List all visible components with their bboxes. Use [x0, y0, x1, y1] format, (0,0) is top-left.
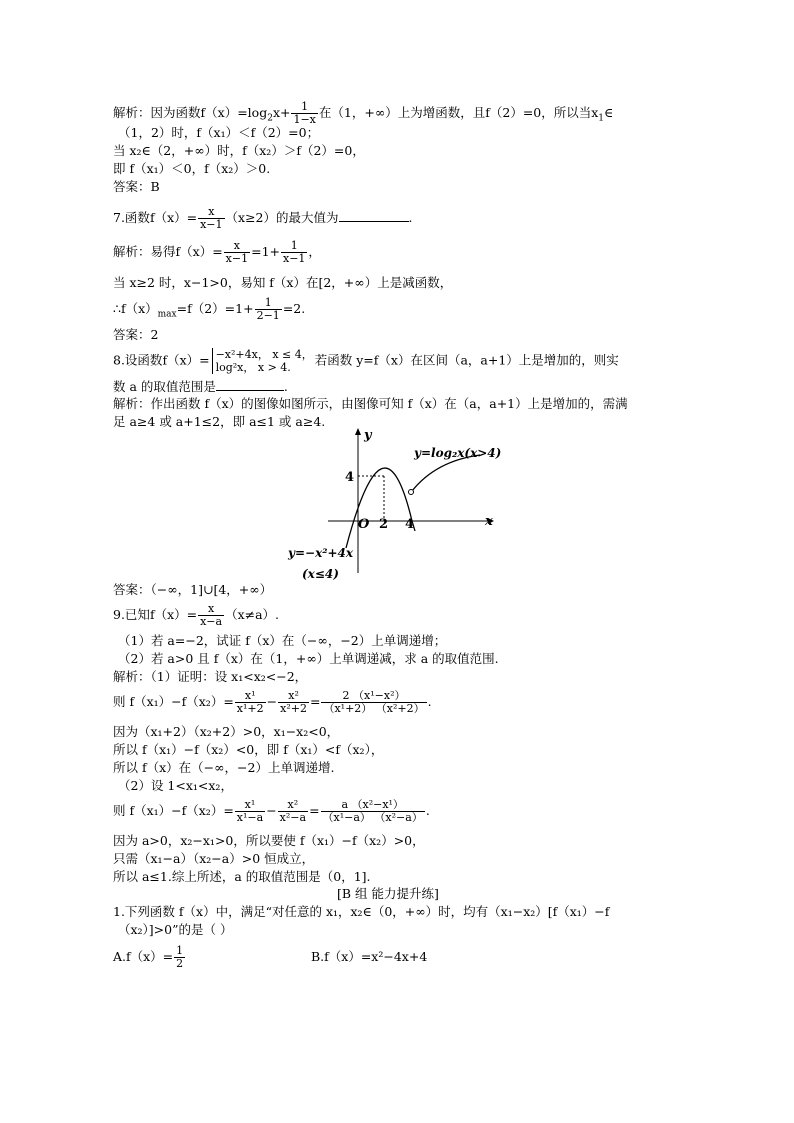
- p9-solution-8: 因为 a>0，x₂−x₁>0，所以要使 f（x₁）−f（x₂）>0，: [113, 833, 425, 848]
- text: f（2）=0，所以当x: [485, 105, 599, 120]
- open-point: [409, 490, 414, 495]
- y-tick-4: 4: [345, 470, 355, 485]
- p9-part-2: （2）若 a>0 且 f（x）在（1，+∞）上单调递减，求 a 的取值范围.: [118, 651, 499, 666]
- text: ∈: [604, 105, 614, 120]
- p9-solution-5: 所以 f（x）在（−∞，−2）上单调递增.: [113, 760, 335, 775]
- groupb-q1-line-1: 1.下列函数 f（x）中，满足“对任意的 x₁，x₂∈（0，+∞）时，均有（x₁−x₂）[f（x₁）−f: [113, 904, 610, 919]
- fraction: $\frac{1}{2}$: [176, 944, 184, 970]
- x-tick-4: 4: [405, 517, 415, 532]
- p9-solution-10: 所以 a≤1.综上所述，a 的取值范围是（0，1].: [113, 869, 371, 884]
- fraction: $\frac{\text{x¹}}{\text{x¹−a}}$: [236, 798, 264, 824]
- fraction: $\frac{x}{x-1}$: [225, 239, 249, 265]
- quad-label: y=−x²+4x: [288, 546, 354, 560]
- p8-solution-1: 解析：作出函数 f（x）的图像如图所示，由图像可知 f（x）在（a，a+1）上是增加的，需满: [113, 396, 628, 411]
- answer-blank: [216, 378, 284, 391]
- text: 解析：因为函数: [113, 105, 201, 120]
- p6-line-2: （1，2）时，f（x₁）＜f（2）=0；: [118, 125, 320, 140]
- p8-answer: 答案：（−∞，1]∪[4，+∞）: [113, 582, 273, 597]
- x-tick-2: 2: [379, 517, 389, 532]
- p9-solution-7: 则 f（x₁）−f（x₂）= $\frac{\text{x¹}}{\text{x¹−a}}$ − $\frac{\text{x²}}{\text{x²−a}}$ = $\frac{\text{a （x²−x¹）}}{\text{（x¹−a） （x²−a）}}$ .: [113, 798, 430, 824]
- p9-solution-3: 因为（x₁+2）（x₂+2）>0，x₁−x₂<0，: [113, 724, 340, 739]
- p9-question: 9.已知f（x）= $\frac{x}{x-a}$ （x≠a）.: [113, 602, 280, 628]
- p9-solution-1: 解析：（1）证明：设 x₁<x₂<−2，: [113, 669, 308, 684]
- fraction: $\frac{1}{x-1}$: [283, 239, 306, 265]
- fraction: $\frac{\text{x¹}}{\text{x¹+2}}$: [236, 689, 264, 715]
- log-label: y=log₂x(x>4): [414, 446, 502, 460]
- p9-solution-4: 所以 f（x₁）−f（x₂）<0，即 f（x₁）<f（x₂），: [113, 742, 384, 757]
- fraction: $\frac{1}{1-x}$: [293, 100, 316, 126]
- fraction: $\frac{\text{x²}}{\text{x²−a}}$: [279, 798, 307, 824]
- parabola-curve: [346, 468, 415, 548]
- quad-domain-label: (x≤4): [302, 567, 339, 581]
- p7-solution-2: 当 x≥2 时，x−1>0，易知 f（x）在[2，+∞）上是减函数，: [113, 275, 453, 290]
- function-graph: [280, 425, 520, 585]
- fraction: $\frac{x}{x-a}$: [200, 602, 223, 628]
- p6-line-3: 当 x₂∈（2，+∞）时，f（x₂）＞f（2）=0，: [113, 143, 365, 158]
- groupb-option-b: B.f（x）=x²−4x+4: [311, 949, 428, 964]
- fraction: $\frac{x}{x-1}$: [200, 205, 223, 231]
- groupb-option-a: A.f（x）= $\frac{1}{2}$: [113, 944, 184, 970]
- fraction: $\frac{1}{2-1}$: [256, 296, 280, 322]
- p6-line-4: 即 f（x₁）＜0，f（x₂）＞0.: [113, 161, 271, 176]
- fraction: $\frac{\text{x²}}{\text{x²+2}}$: [280, 689, 307, 715]
- p9-solution-2: 则 f（x₁）−f（x₂）= $\frac{\text{x¹}}{\text{x¹+2}}$ − $\frac{\text{x²}}{\text{x²+2}}$ = $\frac{\text{2 （x¹−x²）}}{\text{（x¹+2） （x²+2）}}$ .: [113, 689, 432, 715]
- p8-question-1: 8.设函数f（x）= −x²+4x， x ≤ 4， log²x， x > 4. 若函数 y=f（x）在区间（a，a+1）上是增加的，则实: [113, 348, 619, 374]
- p9-solution-6: （2）设 1<x₁<x₂，: [118, 778, 233, 793]
- p8-question-2: 数 a 的取值范围是 .: [113, 379, 288, 394]
- text: x+: [272, 105, 291, 120]
- p7-solution-3: $\therefore f(x)_{max}=f(2)=1+$ $\frac{1}{2-1}$ =2.: [113, 296, 306, 322]
- p7-solution-1: 解析：易得f（x）= $\frac{x}{x-1}$ =1+ $\frac{1}{x-1}$ ，: [113, 239, 321, 265]
- x-axis-label: x: [485, 514, 493, 529]
- y-axis-arrow: [355, 428, 361, 435]
- p6-line-1: 解析：因为函数$f(x)=\log_2x+$ $\frac{1}{1-x}$ 在（1，+∞）上为增函数，且f（2）=0，所以当$x_1\in$: [113, 100, 614, 126]
- text: f（x）=log: [200, 105, 268, 120]
- p9-part-1: （1）若 a=−2，试证 f（x）在（−∞，−2）上单调递增；: [118, 633, 447, 648]
- p8-solution-2: 足 a≥4 或 a+1≤2，即 a≤1 或 a≥4.: [113, 414, 326, 429]
- log-curve: [412, 455, 480, 491]
- p6-answer: 答案：B: [113, 179, 160, 194]
- origin-label: O: [358, 517, 370, 532]
- text: 在（1，+∞）上为增函数，且: [318, 105, 486, 120]
- p7-question: 7.函数f（x）= $\frac{x}{x-1}$ （x≥2）的最大值为 .: [113, 205, 413, 231]
- fraction: $\frac{\text{a （x²−x¹）}}{\text{（x¹−a） （x²−a）}}$: [322, 798, 423, 824]
- fraction: $\frac{\text{2 （x¹−x²）}}{\text{（x¹+2） （x²+2）}}$: [323, 689, 425, 715]
- piecewise-brace: −x²+4x， x ≤ 4， log²x， x > 4.: [212, 348, 313, 374]
- group-b-heading: [B 组 能力提升练]: [337, 886, 439, 901]
- answer-blank: [339, 209, 409, 222]
- y-axis-label: y: [364, 428, 372, 443]
- p7-answer: 答案：2: [113, 327, 159, 342]
- groupb-q1-line-2: （x₂）]>0”的是（ ）: [118, 922, 233, 937]
- p9-solution-9: 只需（x₁−a）（x₂−a）>0 恒成立，: [113, 851, 315, 866]
